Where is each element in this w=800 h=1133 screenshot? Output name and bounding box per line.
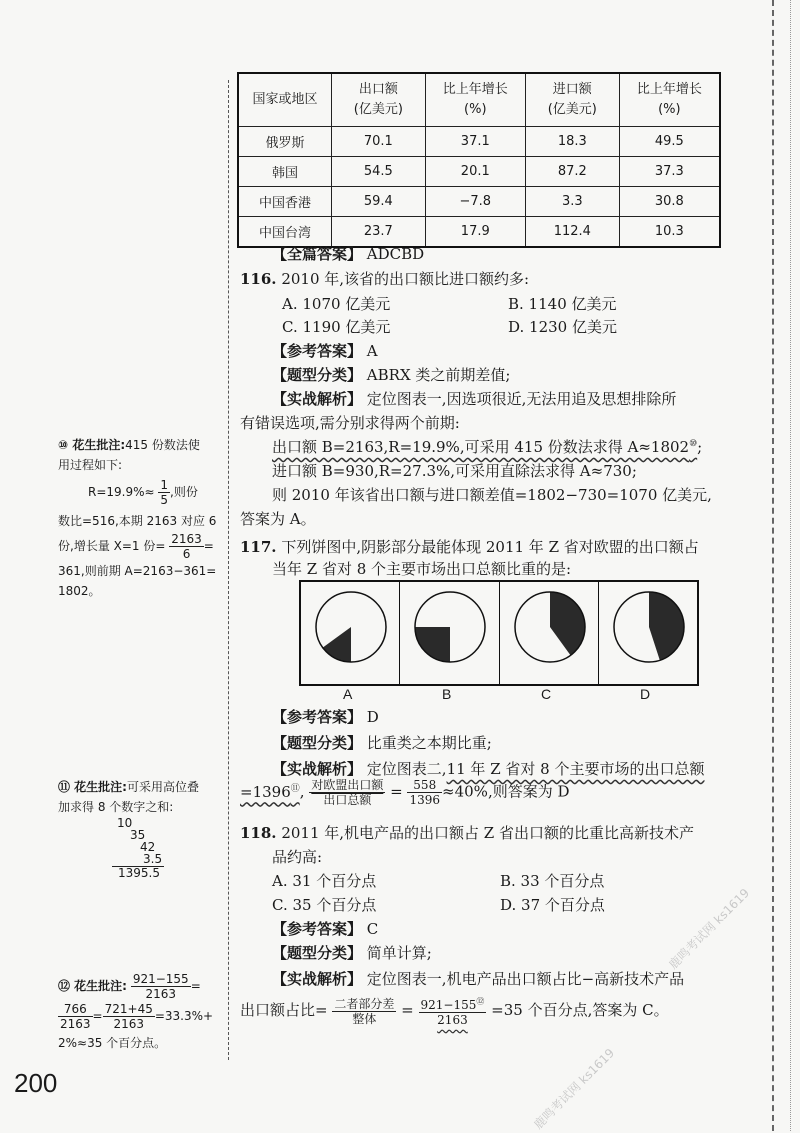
table-header-text: 比上年增长	[636, 82, 702, 97]
q117-type	[272, 732, 492, 753]
q116-analysis-text-1: 定位图表一,因选项很近,无法用追及思想排除所	[366, 390, 677, 408]
q117-fraction-2-den: 1396	[409, 793, 441, 807]
table-cell: 54.5	[332, 157, 425, 187]
q116-analysis-3-text	[272, 438, 697, 456]
q117-fraction-1-den: 出口总额	[323, 793, 372, 807]
table-cell: 20.1	[425, 157, 525, 187]
q118-answer	[272, 918, 378, 939]
note-12-frac-1-num: 921−155	[132, 972, 189, 986]
note-12-frac-1	[131, 972, 191, 1001]
q116-analysis-2: 有错误选项,需分别求得两个前期:	[240, 414, 460, 432]
note-12-head: ⑫ 花生批注:	[58, 979, 127, 993]
pie-cell-b	[400, 582, 499, 684]
note-12-line-1	[58, 972, 201, 1001]
note-12-frac-2	[58, 1002, 93, 1031]
table-header-text: (亿美元)	[353, 102, 403, 117]
table-header-cell	[238, 73, 332, 127]
q118-analysis-2	[240, 995, 669, 1027]
pie-shaded-slice-a	[323, 627, 351, 662]
q117-answer-label: 【参考答案】	[272, 708, 363, 726]
q118-answer-value: C	[366, 920, 379, 938]
q117-answer-value: D	[366, 708, 379, 726]
table-row	[238, 127, 720, 157]
table-cell: 3.3	[525, 187, 619, 217]
q117-stem-2: 当年 Z 省对 8 个主要市场出口总额比重的是:	[272, 560, 572, 578]
note-11-stack-3: 42	[140, 840, 156, 854]
table-header-cell	[525, 73, 619, 127]
table-header-cell	[619, 73, 720, 127]
note-10-text-1: 415 份数法使	[125, 438, 200, 452]
table-cell: 87.2	[525, 157, 619, 187]
table-header-row	[238, 73, 720, 127]
table-header-text: 比上年增长	[442, 82, 508, 97]
q118-option-a: A. 31 个百分点	[272, 872, 377, 890]
note-10-line-3	[88, 478, 198, 507]
pie-chart-d	[610, 588, 688, 666]
q117-fraction-2-num: 558	[407, 778, 442, 793]
q118-stem-1	[240, 822, 694, 843]
q117-type-label: 【题型分类】	[272, 734, 363, 752]
q118-fraction-2-num: 921−155	[420, 998, 477, 1012]
note-10-frac-1	[158, 478, 170, 507]
note-12-eq-2: =	[92, 1009, 103, 1023]
note-10-line-1	[58, 436, 200, 453]
q116-analysis-6: 答案为 A。	[240, 510, 316, 528]
note-12-line-2	[58, 1002, 213, 1031]
note-11-line-2: 加求得 8 个数字之和:	[58, 800, 174, 814]
q116-stem	[240, 268, 529, 289]
table-cell: 中国台湾	[238, 217, 332, 248]
note-10-frac-1-num: 1	[160, 478, 169, 492]
pie-label-c: C	[541, 686, 552, 702]
q118-option-c: C. 35 个百分点	[272, 896, 377, 914]
q118-answer-label: 【参考答案】	[272, 920, 363, 938]
pie-label-a: A	[343, 686, 353, 702]
note-11-head: ⑪ 花生批注:	[58, 780, 127, 794]
q116-analysis-3	[272, 436, 702, 457]
q117-answer	[272, 706, 379, 727]
table-cell: 37.3	[619, 157, 720, 187]
q116-option-b: B. 1140 亿美元	[508, 295, 617, 313]
pie-label-d: D	[640, 686, 651, 702]
q118-fraction-1-num: 二者部分差	[334, 996, 395, 1011]
q118-stem-2: 品约高:	[272, 848, 323, 866]
table-cell: 17.9	[425, 217, 525, 248]
table-header-text: (%)	[464, 102, 487, 117]
note-10-3a: R=19.9%≈	[88, 485, 155, 499]
note-12-frac-3	[103, 1002, 155, 1031]
q117-stem-text-1: 下列饼图中,阴影部分最能体现 2011 年 Z 省对欧盟的出口额占	[281, 538, 699, 556]
note-10-5b: =	[203, 539, 214, 553]
table-cell: 112.4	[525, 217, 619, 248]
table-header-cell	[425, 73, 525, 127]
table-cell: 70.1	[332, 127, 425, 157]
pie-chart-c	[511, 588, 589, 666]
full-answer	[272, 243, 424, 264]
q118-option-d: D. 37 个百分点	[500, 896, 605, 914]
table-cell: −7.8	[425, 187, 525, 217]
q118-stem-text-1: 2011 年,机电产品的出口额占 Z 省出口额的比重比高新技术产	[281, 824, 694, 842]
q116-type-label: 【题型分类】	[272, 366, 363, 384]
table-cell: 韩国	[238, 157, 332, 187]
table-cell: 59.4	[332, 187, 425, 217]
q117-analysis-label: 【实战解析】	[272, 760, 363, 778]
q117-type-value: 比重类之本期比重;	[366, 734, 492, 752]
sidebar-divider	[228, 80, 229, 1060]
q117-number: 117.	[240, 538, 277, 556]
q117-stem-1	[240, 536, 699, 557]
q117-analysis-2b: ,	[299, 782, 305, 801]
table-cell: 23.7	[332, 217, 425, 248]
table-header-cell	[332, 73, 425, 127]
q118-fraction-2-den: 2163	[437, 1013, 468, 1027]
q118-footnote-ref: ⑫	[476, 997, 485, 1006]
note-12-frac-3-num: 721+45	[104, 1002, 153, 1016]
note-12-frac-2-den: 2163	[60, 1017, 91, 1031]
q116-answer	[272, 340, 378, 361]
q117-analysis-2c: =	[390, 782, 403, 801]
binding-cut-line	[772, 0, 774, 1131]
note-10-frac-2-num: 2163	[171, 532, 202, 546]
q116-option-a: A. 1070 亿美元	[282, 295, 391, 313]
pie-chart-b	[411, 588, 489, 666]
q117-analysis-1b: 11 年 Z 省对 8 个主要市场的出口总额	[446, 760, 705, 778]
q116-answer-value: A	[366, 342, 378, 360]
q117-total-wavy	[240, 783, 300, 801]
table-cell: 37.1	[425, 127, 525, 157]
pie-cell-d	[599, 582, 697, 684]
q116-type-value: ABRX 类之前期差值;	[366, 366, 511, 384]
note-12-tail: =33.3%+	[154, 1009, 214, 1023]
note-11-stack-1: 10	[117, 816, 133, 830]
q118-analysis-1	[272, 968, 684, 989]
q116-analysis-1	[272, 388, 676, 409]
table-header-text: 进口额	[552, 82, 592, 97]
table-row	[238, 157, 720, 187]
pie-chart-a	[312, 588, 390, 666]
note-12-frac-2-num: 766	[58, 1002, 93, 1017]
q116-type	[272, 364, 510, 385]
note-11-stack-4: 3.5	[143, 852, 163, 866]
q116-option-d: D. 1230 亿美元	[508, 318, 617, 336]
table-cell: 30.8	[619, 187, 720, 217]
pie-label-b: B	[442, 686, 452, 702]
q117-analysis-1	[272, 758, 704, 779]
note-12-line-3: 2%≈35 个百分点。	[58, 1036, 167, 1050]
q117-fraction-1	[309, 778, 385, 807]
full-answer-value: ADCBD	[366, 245, 425, 263]
q116-analysis-5: 则 2010 年该省出口额与进口额差值=1802−730=1070 亿美元,	[272, 486, 712, 504]
q116-number: 116.	[240, 270, 277, 288]
trade-table	[237, 72, 721, 248]
table-header-text: (亿美元)	[547, 102, 597, 117]
q118-analysis-2a: 出口额占比=	[240, 1001, 328, 1019]
note-10-frac-1-den: 5	[160, 493, 169, 507]
pie-cell-a	[301, 582, 400, 684]
note-10-head: ⑩ 花生批注:	[58, 438, 126, 452]
q116-analysis-3-main: 出口额 B=2163,R=19.9%,可采用 415 份数法求得 A≈1802	[272, 438, 690, 456]
q117-footnote-ref: ⑪	[290, 783, 300, 794]
note-10-line-5	[58, 532, 214, 561]
note-11-text-1: 可采用高位叠	[126, 780, 199, 794]
note-10-line-2: 用过程如下:	[58, 458, 123, 472]
q118-type-value: 简单计算;	[366, 944, 432, 962]
q118-type	[272, 942, 432, 963]
note-12-frac-3-den: 2163	[113, 1017, 144, 1031]
note-10-frac-2-den: 6	[182, 547, 191, 561]
note-12-frac-1-den: 2163	[145, 987, 177, 1001]
pie-options-box	[299, 580, 699, 686]
q116-footnote-ref: ⑩	[689, 439, 698, 449]
q118-fraction-1-den: 整体	[352, 1011, 377, 1026]
table-header-text: 出口额	[358, 82, 398, 97]
note-10-line-7: 1802。	[58, 584, 101, 598]
watermark-1: 鹿鸣考试网 ks1619	[666, 885, 753, 972]
q118-analysis-2c: =35 个百分点,答案为 C。	[491, 1001, 669, 1019]
pie-shaded-slice-d	[649, 592, 684, 660]
note-11-line-1	[58, 778, 199, 795]
q118-type-label: 【题型分类】	[272, 944, 363, 962]
note-12-eq-1: =	[190, 979, 201, 993]
q118-analysis-text-1: 定位图表一,机电产品出口额占比−高新技术产品	[366, 970, 685, 988]
table-row	[238, 187, 720, 217]
table-cell: 中国香港	[238, 187, 332, 217]
table-header-text: (%)	[658, 102, 681, 117]
full-answer-label: 【全篇答案】	[272, 245, 363, 263]
q118-fraction-2	[419, 995, 487, 1027]
table-cell: 俄罗斯	[238, 127, 332, 157]
q117-analysis-2a: =1396	[240, 782, 291, 801]
q118-analysis-2b: =	[401, 1001, 414, 1019]
page-number: 200	[14, 1068, 58, 1098]
note-11-stack-2: 35	[130, 828, 146, 842]
q118-analysis-label: 【实战解析】	[272, 970, 363, 988]
q116-analysis-4: 进口额 B=930,R=27.3%,可采用直除法求得 A≈730;	[272, 462, 637, 480]
q116-analysis-label: 【实战解析】	[272, 390, 363, 408]
table-cell: 18.3	[525, 127, 619, 157]
q116-option-c: C. 1190 亿美元	[282, 318, 391, 336]
q118-number: 118.	[240, 824, 277, 842]
q117-fraction-1-num: 对欧盟出口额	[311, 778, 384, 792]
table-cell: 10.3	[619, 217, 720, 248]
note-11-stack-sum: 1395.5	[118, 866, 160, 880]
note-10-line-4: 数比=516,本期 2163 对应 6	[58, 514, 217, 528]
table-header-text: 国家或地区	[252, 92, 318, 107]
q118-option-b: B. 33 个百分点	[500, 872, 605, 890]
q117-analysis-1a: 定位图表二,	[366, 760, 447, 778]
q116-analysis-3-end: ;	[697, 438, 703, 456]
watermark-2: 鹿鸣考试网 ks1619	[531, 1045, 618, 1132]
q117-analysis-2d: ≈40%,则答案为 D	[442, 782, 570, 801]
note-10-5a: 份,增长量 X=1 份=	[58, 539, 166, 553]
note-10-frac-2	[169, 532, 204, 561]
q116-answer-label: 【参考答案】	[272, 342, 363, 360]
q116-stem-text: 2010 年,该省的出口额比进口额约多:	[281, 270, 530, 288]
q118-fraction-1	[332, 997, 396, 1026]
q117-fraction-2	[407, 778, 442, 807]
binding-cut-line-outer	[790, 0, 791, 1131]
table-cell: 49.5	[619, 127, 720, 157]
pie-cell-c	[500, 582, 599, 684]
note-10-line-6: 361,则前期 A=2163−361=	[58, 564, 217, 578]
q117-analysis-2	[240, 778, 570, 807]
note-10-3b: ,则份	[170, 485, 198, 499]
